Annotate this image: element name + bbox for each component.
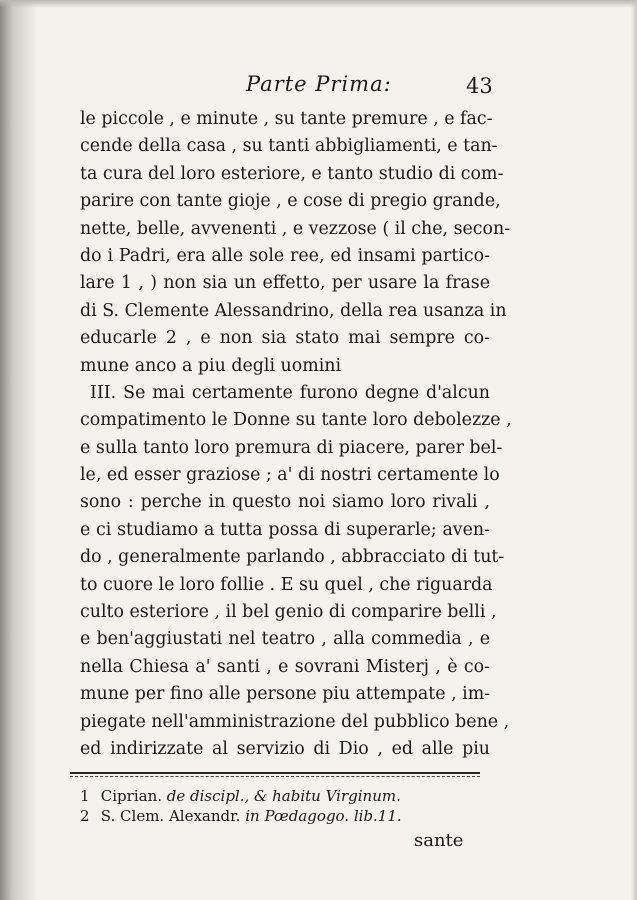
text-line: e ben'aggiustati nel teatro , alla commedia , e: [80, 629, 490, 650]
text-line: di S. Clemente Alessandrino, della rea usanza in: [80, 300, 507, 321]
running-head: Parte Prima:: [246, 72, 392, 96]
text-line: ta cura del loro esteriore, e tanto studio di com-: [80, 163, 504, 184]
footnote: [80, 806, 480, 826]
text-line: lare 1 , ) non sia un effetto, per usare la frase: [80, 273, 490, 294]
text-line: nette, belle, avvenenti , e vezzose ( il che, secon-: [80, 218, 511, 239]
footnote-work: in Pœdagogo. lib.11.: [245, 807, 402, 825]
text-line: e sulla tanto loro premura di piacere, parer bel-: [80, 437, 503, 458]
text-line: to cuore le loro follie . E su quel , che riguarda: [80, 574, 493, 595]
page-header: [78, 72, 493, 102]
text-line: le, ed esser graziose ; a' di nostri certamente lo: [80, 465, 500, 486]
text-line: educarle 2 , e non sia stato mai sempre co-: [80, 328, 490, 349]
page-number: 43: [466, 74, 493, 98]
footnote-number: 1: [80, 787, 90, 805]
text-line: ed indirizzate al servizio di Dio , ed alle piu: [80, 738, 490, 759]
footnote-divider: [70, 772, 480, 774]
footnote: [80, 786, 480, 806]
text-line: do , generalmente parlando , abbracciato di tut-: [80, 547, 505, 568]
text-line: compatimento le Donne su tante loro debolezze ,: [80, 410, 512, 431]
text-line: e ci studiamo a tutta possa di superarle; aven-: [80, 519, 490, 540]
paragraph-start-line: III. Se mai certamente furono degne d'alcun: [90, 382, 490, 403]
footnote-work: de discipl., & habitu Virginum.: [166, 787, 401, 805]
text-line: piegate nell'amministrazione del pubblico bene ,: [80, 711, 510, 732]
footnotes: [80, 786, 480, 826]
text-line: le piccole , e minute , su tante premure , e fac-: [80, 109, 493, 129]
footnote-author: S. Clem. Alexandr.: [100, 807, 241, 825]
text-line: mune anco a piu degli uomini: [80, 355, 342, 376]
text-line: sono : perche in questo noi siamo loro rivali ,: [80, 492, 490, 513]
page-right-edge: [631, 0, 637, 900]
body-text: [80, 106, 512, 763]
catchword: sante: [414, 830, 464, 851]
footnote-author: Ciprian.: [100, 787, 162, 805]
text-line: parire con tante gioje , e cose di pregio grande,: [80, 191, 501, 212]
text-line: cende della casa , su tanti abbigliamenti, e tan-: [80, 136, 498, 157]
text-line: culto esteriore , il bel genio di comparire belli ,: [80, 602, 497, 623]
footnote-number: 2: [80, 807, 90, 825]
page-top-edge: [0, 0, 637, 8]
gutter-shadow: [0, 0, 38, 900]
text-line: mune per fino alle persone piu attempate , im-: [80, 684, 491, 705]
text-line: do i Padri, era alle sole ree, ed insami partico-: [80, 245, 490, 266]
text-line: nella Chiesa a' santi , e sovrani Misterj , è co-: [80, 656, 490, 677]
